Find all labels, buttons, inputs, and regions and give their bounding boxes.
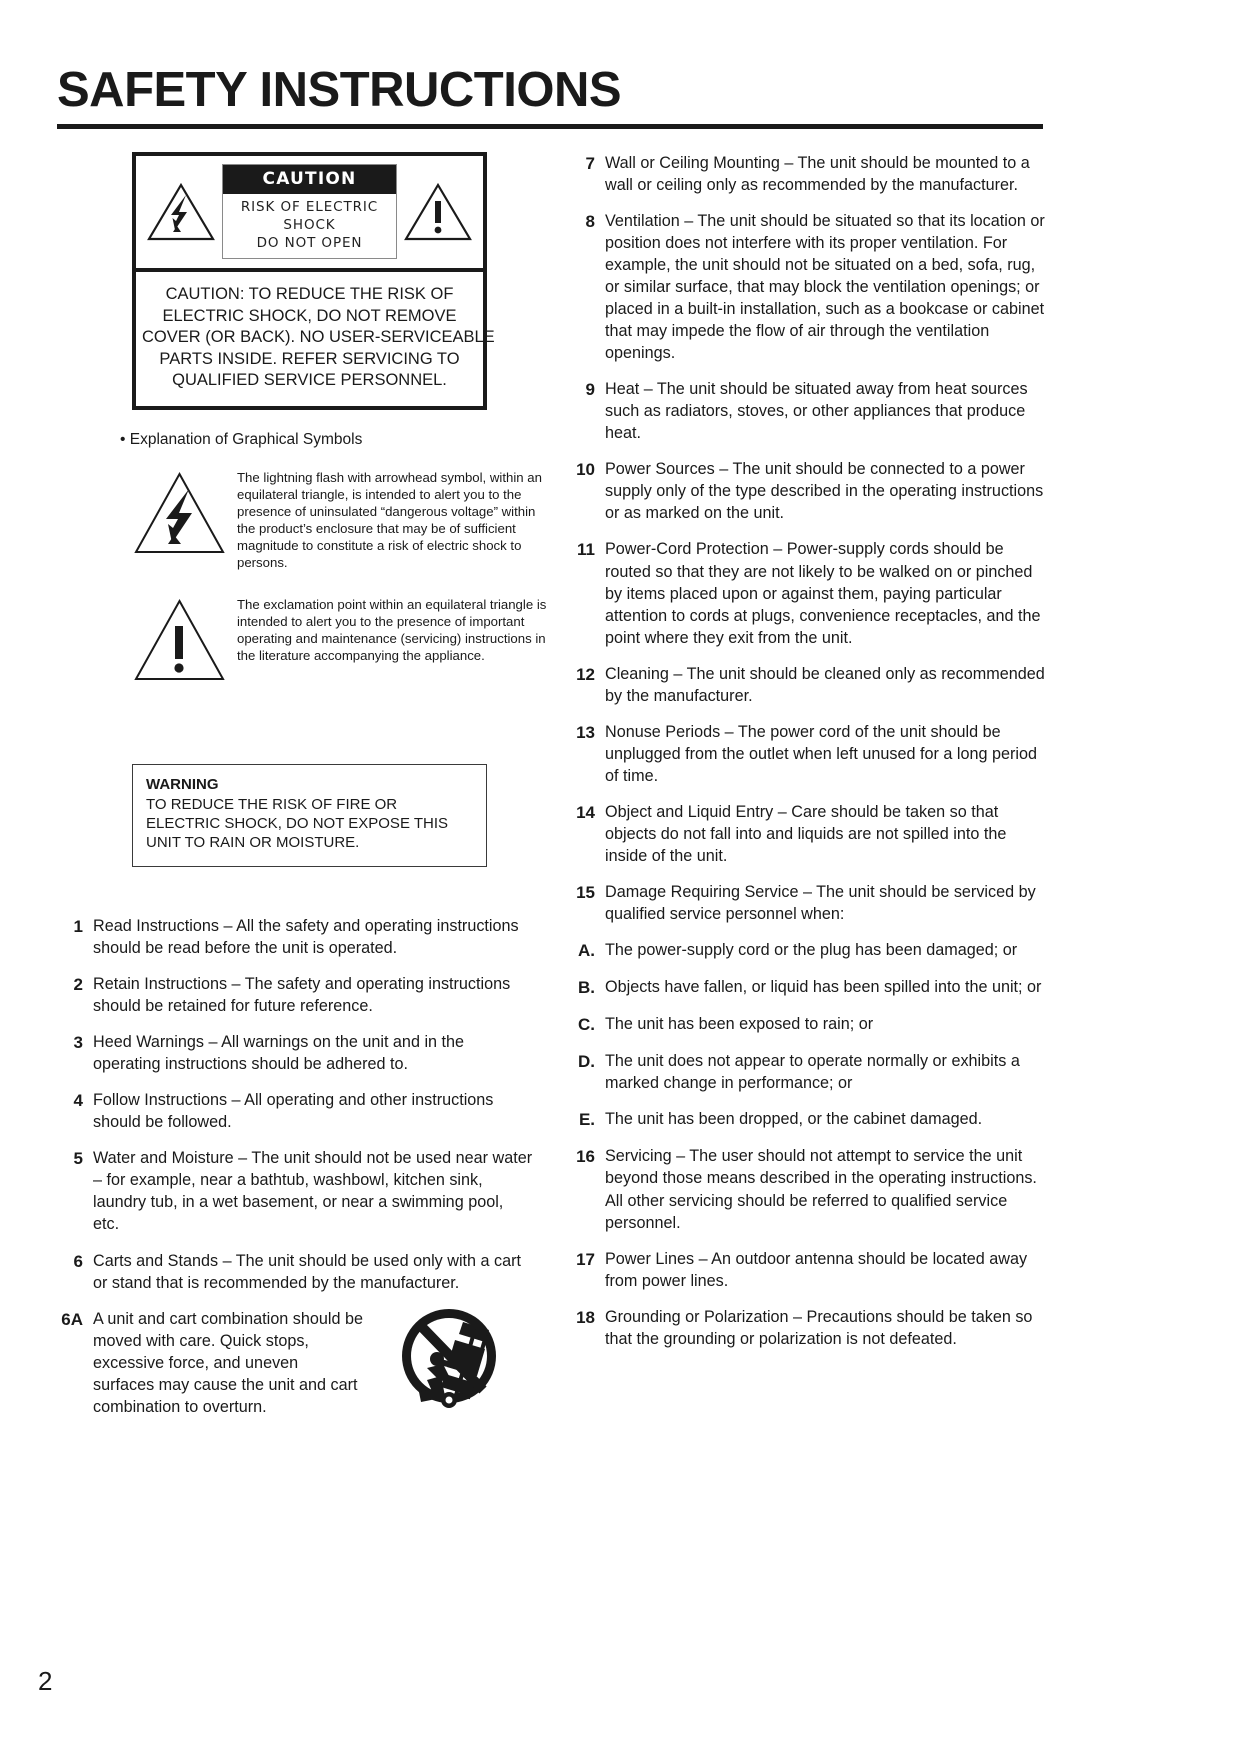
list-item-text: Cleaning – The unit should be cleaned only as recommended by the manufacturer. bbox=[605, 664, 1045, 705]
exclamation-triangle-icon bbox=[403, 181, 473, 243]
page-number: 2 bbox=[38, 1666, 53, 1696]
list-item bbox=[565, 663, 1055, 707]
list-item-number: 5 bbox=[73, 1149, 83, 1169]
list-item-number: 18 bbox=[576, 1307, 595, 1327]
list-item bbox=[57, 915, 547, 959]
list-item-number: 6 bbox=[73, 1251, 83, 1271]
list-item bbox=[565, 152, 1055, 196]
list-item-number: 7 bbox=[585, 154, 595, 173]
list-item-number: 16 bbox=[576, 1147, 595, 1167]
list-item bbox=[565, 976, 1055, 999]
lightning-bolt-triangle-icon bbox=[132, 469, 227, 557]
symbol-explanation-lightning bbox=[132, 467, 547, 572]
list-item bbox=[565, 801, 1055, 867]
list-item-number: 1 bbox=[73, 917, 83, 937]
list-item-text: The unit has been exposed to rain; or bbox=[605, 1015, 874, 1034]
list-item bbox=[565, 939, 1055, 962]
list-item-text: Heat – The unit should be situated away from heat sources such as radiators, stoves, or other appliances that produce heat. bbox=[605, 380, 1028, 443]
list-item-number: A. bbox=[578, 940, 595, 960]
page-header bbox=[57, 63, 1187, 129]
list-item-number: 17 bbox=[576, 1249, 595, 1269]
list-item bbox=[565, 721, 1055, 787]
list-item-text: Power Sources – The unit should be connected to a power supply only of the type described in the operating instructions or as marked on the unit. bbox=[605, 460, 1044, 523]
caution-label-line1: RISK OF ELECTRIC SHOCK bbox=[240, 199, 379, 233]
caution-symbol-row bbox=[136, 156, 483, 272]
list-item-number: 4 bbox=[73, 1091, 83, 1111]
symbols-heading: • Explanation of Graphical Symbols bbox=[120, 430, 363, 448]
left-column bbox=[57, 152, 547, 1432]
list-item bbox=[57, 1031, 547, 1075]
list-item bbox=[565, 1050, 1055, 1094]
list-item bbox=[57, 1250, 547, 1294]
title-divider bbox=[57, 124, 1043, 129]
list-item bbox=[565, 458, 1055, 524]
caution-body-line5: QUALIFIED SERVICE PERSONNEL. bbox=[172, 371, 447, 390]
caution-label bbox=[222, 164, 397, 259]
list-item-number: E. bbox=[578, 1110, 595, 1130]
list-item bbox=[565, 1108, 1055, 1131]
list-item-number: B. bbox=[578, 978, 595, 998]
list-item-number: 15 bbox=[576, 882, 595, 902]
list-item bbox=[57, 973, 547, 1017]
caution-body-line2: ELECTRIC SHOCK, DO NOT REMOVE bbox=[162, 306, 457, 325]
list-item-text: The unit has been dropped, or the cabinet damaged. bbox=[605, 1110, 983, 1129]
list-item-number: 9 bbox=[585, 380, 595, 400]
list-item bbox=[57, 1089, 547, 1133]
symbol-icon-wrapper bbox=[132, 467, 237, 562]
list-item-number: 14 bbox=[576, 802, 595, 822]
page-title: SAFETY INSTRUCTIONS bbox=[57, 63, 622, 117]
list-item-number: 12 bbox=[576, 664, 595, 684]
list-item-number: C. bbox=[578, 1015, 595, 1035]
symbol-explanation-exclamation bbox=[132, 594, 547, 689]
list-item bbox=[565, 378, 1055, 444]
caution-label-header: CAUTION bbox=[223, 165, 396, 194]
list-item-number: 3 bbox=[73, 1033, 83, 1053]
warning-text: TO REDUCE THE RISK OF FIRE OR ELECTRIC SHOCK, DO NOT EXPOSE THIS UNIT TO RAIN OR MOISTURE. bbox=[146, 795, 449, 851]
list-item-text: Ventilation – The unit should be situated so that its location or position does not interfere with its proper ventilation. For example, the unit should not be situated on a bed, sofa, rug, or similar surface, that may block the ventilation openings; or placed in a built-in installation, such as a bookcase or cabinet that may impede the flow of air through the ventilation openings. bbox=[605, 212, 1045, 363]
symbol-icon-wrapper bbox=[132, 594, 237, 689]
list-item-number: 13 bbox=[576, 722, 595, 742]
caution-body-line1: CAUTION: TO REDUCE THE RISK OF bbox=[165, 285, 454, 304]
list-item-text: Damage Requiring Service – The unit should be serviced by qualified service personnel when: bbox=[605, 882, 1036, 923]
list-item-text: Wall or Ceiling Mounting – The unit should be mounted to a wall or ceiling only as recommended by the manufacturer. bbox=[605, 154, 1030, 195]
list-item-6a-block bbox=[57, 1308, 547, 1418]
list-item-text: Carts and Stands – The unit should be used only with a cart or stand that is recommended by the manufacturer. bbox=[93, 1251, 522, 1292]
list-item-text: Objects have fallen, or liquid has been spilled into the unit; or bbox=[605, 978, 1042, 997]
list-item-text: Follow Instructions – All operating and other instructions should be followed. bbox=[93, 1091, 494, 1132]
symbol-lightning-text: The lightning flash with arrowhead symbol, within an equilateral triangle, is intended to alert you to the presence of uninsulated “dangerous voltage” within the product’s enclosure that may be of sufficient magnitude to constitute a risk of electric shock to persons. bbox=[237, 469, 542, 571]
list-item-text: Object and Liquid Entry – Care should be taken so that objects do not fall into and liquids are not spilled into the inside of the unit. bbox=[605, 802, 1007, 865]
list-item-text: Read Instructions – All the safety and operating instructions should be read before the unit is operated. bbox=[93, 917, 519, 958]
list-item bbox=[565, 538, 1055, 648]
list-item-text: Water and Moisture – The unit should not be used near water – for example, near a bathtub, washbowl, kitchen sink, laundry tub, in a wet basement, or near a swimming pool, etc. bbox=[93, 1149, 533, 1234]
list-item-text: The power-supply cord or the plug has been damaged; or bbox=[605, 940, 1018, 959]
warning-notice-box bbox=[132, 764, 487, 868]
caution-notice-box bbox=[132, 152, 495, 410]
cart-tipping-prohibited-icon bbox=[397, 1304, 502, 1409]
exclamation-triangle-icon bbox=[132, 596, 227, 684]
lightning-bolt-triangle-icon bbox=[146, 181, 216, 243]
list-item-number: 11 bbox=[577, 540, 595, 560]
list-item bbox=[565, 881, 1055, 925]
list-item-text: Power-Cord Protection – Power-supply cords should be routed so that they are not likely to be walked on or pinched by items placed upon or against them, paying particular attention to cords at plugs, convenience receptacles, and the point where they exit from the unit. bbox=[605, 540, 1041, 647]
safety-list-right bbox=[565, 152, 1055, 1350]
list-item-number: 2 bbox=[73, 975, 83, 995]
list-item bbox=[565, 1145, 1055, 1233]
list-item-text: Grounding or Polarization – Precautions should be taken so that the grounding or polarization is not defeated. bbox=[605, 1307, 1033, 1348]
right-column bbox=[565, 152, 1055, 1364]
list-item-number: 10 bbox=[576, 460, 595, 480]
list-item-number: 6A bbox=[61, 1309, 83, 1329]
warning-title: WARNING bbox=[146, 775, 219, 793]
list-item-text: Power Lines – An outdoor antenna should be located away from power lines. bbox=[605, 1249, 1028, 1290]
list-item-text: Nonuse Periods – The power cord of the unit should be unplugged from the outlet when left unused for a long period of time. bbox=[605, 722, 1037, 785]
list-item-text: Heed Warnings – All warnings on the unit and in the operating instructions should be adhered to. bbox=[93, 1033, 465, 1074]
list-item-number: 8 bbox=[585, 212, 595, 232]
list-item-text: A unit and cart combination should be moved with care. Quick stops, excessive force, and uneven surfaces may cause the unit and cart combination to overturn. bbox=[93, 1309, 363, 1416]
caution-body-line4: PARTS INSIDE. REFER SERVICING TO bbox=[159, 349, 460, 368]
list-item bbox=[565, 210, 1055, 364]
caution-body-line3: COVER (OR BACK). NO USER-SERVICEABLE bbox=[142, 328, 495, 347]
list-item bbox=[57, 1147, 547, 1235]
list-item-number: D. bbox=[578, 1052, 595, 1072]
list-item-text: Retain Instructions – The safety and operating instructions should be retained for future reference. bbox=[93, 975, 511, 1016]
caution-label-sub bbox=[223, 194, 396, 258]
list-item-text: Servicing – The user should not attempt to service the unit beyond those means described in the operating instructions. All other servicing should be referred to qualified service personnel. bbox=[605, 1147, 1037, 1232]
list-item bbox=[565, 1248, 1055, 1292]
list-item-text: The unit does not appear to operate normally or exhibits a marked change in performance; or bbox=[605, 1052, 1020, 1093]
list-item bbox=[565, 1306, 1055, 1350]
list-item bbox=[565, 1013, 1055, 1036]
safety-list-left bbox=[57, 915, 547, 1418]
caution-label-line2: DO NOT OPEN bbox=[256, 234, 363, 251]
caution-body-text bbox=[136, 272, 495, 405]
symbol-exclamation-text: The exclamation point within an equilateral triangle is intended to alert you to the presence of important operating and maintenance (servicing) instructions in the literature accompanying the appliance. bbox=[237, 596, 547, 664]
